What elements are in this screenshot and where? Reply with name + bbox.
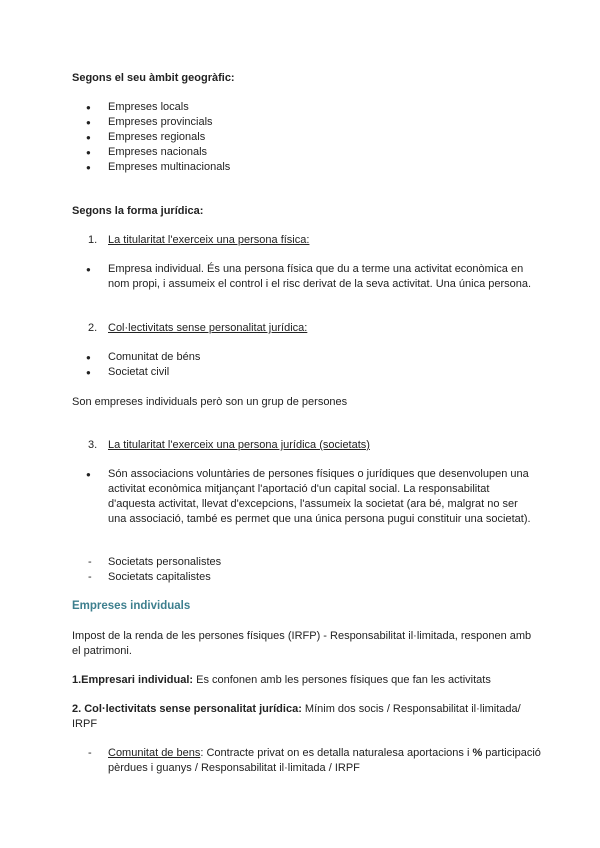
list-item: - Societats capitalistes (72, 570, 548, 585)
item-title: La titularitat l'exerceix una persona física: (108, 234, 310, 246)
item2-bullets (72, 350, 538, 380)
item1-bullets (72, 262, 538, 292)
item3-bullets (72, 467, 538, 527)
section-title: Empreses individuals (72, 600, 191, 612)
comunitat-label: Comunitat de bens (108, 747, 201, 759)
collectivitats-paragraph (72, 702, 532, 732)
comunitat-colon: : (200, 747, 204, 759)
list-item: ● Comunitat de béns (72, 350, 538, 365)
empresari-paragraph (72, 673, 532, 688)
heading-geographic: Segons el seu àmbit geogràfic: (72, 72, 235, 84)
list-item: ● Empreses locals (72, 100, 538, 115)
list-item (72, 746, 548, 776)
comunitat-text-2: participació pèrdues i guanys / Responsabilitat il·limitada / IRPF (108, 747, 541, 774)
item3-dashes (72, 555, 548, 585)
heading-legal-form: Segons la forma jurídica: (72, 205, 204, 217)
list-item: ● Són associacions voluntàries de persones físiques o jurídiques que desenvolupen una activitat econòmica mitjançant l'aportació d'un capital social. La responsabilitat d'aquesta activitat, llevat d'excepcions, l'assumeix la societat (ara bé, malgrat no ser una associació, també es permet que una única persona pugui constituir una societat). (72, 467, 538, 527)
list-item: ● Empreses multinacionals (72, 160, 538, 175)
list-item: ● Empreses regionals (72, 130, 538, 145)
list-item: ● Empreses nacionals (72, 145, 538, 160)
empresari-label: 1.Empresari individual: (72, 674, 194, 686)
item2-note: Son empreses individuals però son un grup de persones (72, 396, 348, 408)
list-item: ● Societat civil (72, 365, 538, 380)
section-intro: Impost de la renda de les persones físiques (IRFP) - Responsabilitat il·limitada, responen amb el patrimoni. (72, 630, 532, 657)
item-title: La titularitat l'exerceix una persona jurídica (societats) (108, 439, 370, 451)
item-number: 1. (88, 234, 98, 246)
list-item: ● Empreses provincials (72, 115, 538, 130)
comunitat-text: Contracte privat on es detalla naturalesa aportacions i (203, 747, 473, 759)
item-number: 2. (88, 322, 98, 334)
item-number: 3. (88, 439, 98, 451)
item-title: Col·lectivitats sense personalitat jurídica: (108, 322, 308, 334)
empresari-text: Es confonen amb les persones físiques que fan les activitats (193, 674, 491, 686)
comunitat-list (72, 746, 548, 776)
collectivitats-text: Mínim dos socis / Responsabilitat il·limitada/ IRPF (72, 703, 521, 730)
geo-list (72, 100, 538, 175)
list-item: - Societats personalistes (72, 555, 548, 570)
list-item: ● Empresa individual. És una persona física que du a terme una activitat econòmica en nom propi, i assumeix el control i el risc derivat de la seva activitat. Una única persona. (72, 262, 538, 292)
collectivitats-label: 2. Col·lectivitats sense personalitat jurídica: (72, 703, 302, 715)
percent-sign: % (472, 747, 483, 759)
